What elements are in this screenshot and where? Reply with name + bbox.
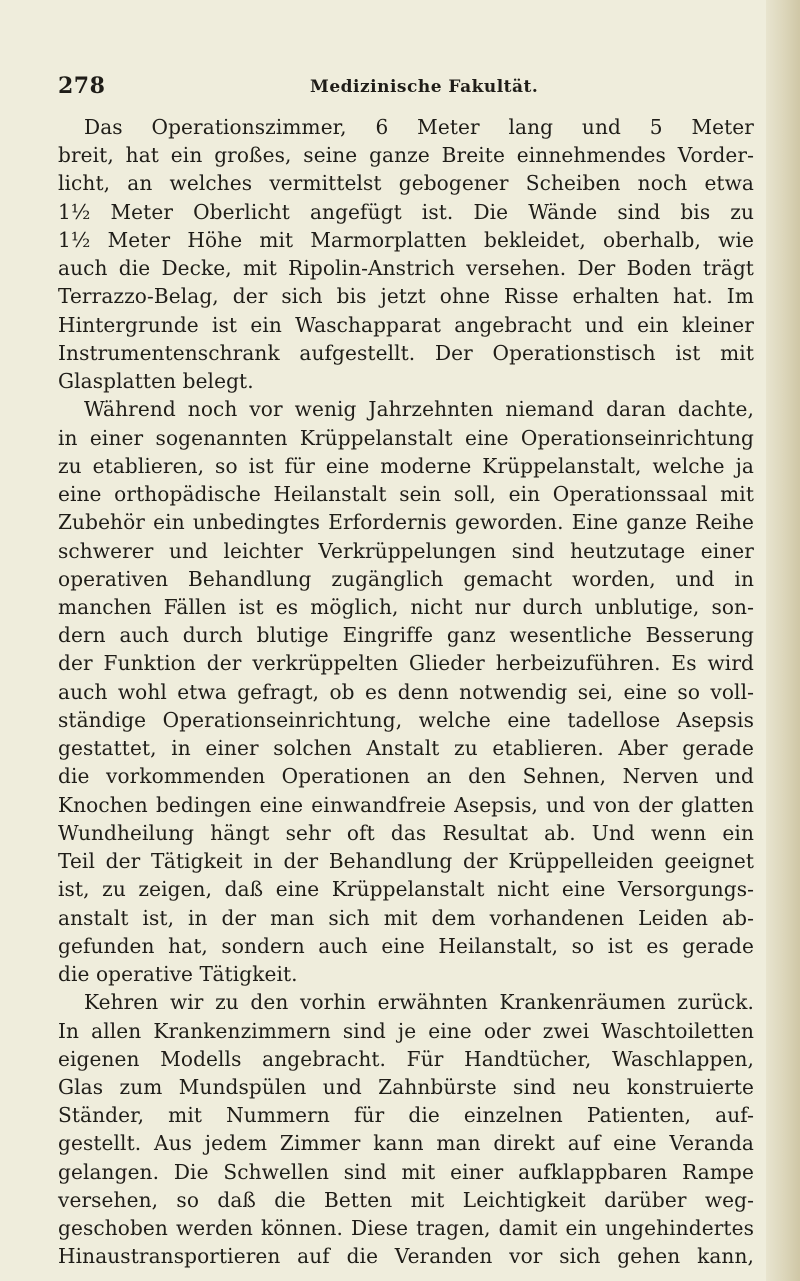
running-head: Medizinische Fakultät. xyxy=(310,77,539,97)
text-line: Während noch vor wenig Jahrzehnten niemand daran dachte, xyxy=(84,397,754,422)
text-line: In allen Krankenzimmern sind je eine oder zwei Waschtoiletten xyxy=(58,1018,754,1043)
text-line: auch wohl etwa gefragt, ob es denn notwendig sei, eine so voll- xyxy=(58,679,754,704)
text-line: geschoben werden können. Diese tragen, damit ein ungehindertes xyxy=(58,1216,754,1241)
text-line: schwerer und leichter Verkrüppelungen sind heutzutage einer xyxy=(58,538,754,563)
text-line: Kehren wir zu den vorhin erwähnten Krankenräumen zurück. xyxy=(84,990,754,1015)
text-line: gefunden hat, sondern auch eine Heilanstalt, so ist es gerade xyxy=(58,933,754,958)
text-line: zu etablieren, so ist für eine moderne Krüppelanstalt, welche ja xyxy=(58,453,754,478)
text-line: Instrumentenschrank aufgestellt. Der Operationstisch ist mit xyxy=(58,340,754,365)
body-text xyxy=(58,113,754,1271)
text-line: Glas zum Mundspülen und Zahnbürste sind neu konstruierte xyxy=(58,1074,754,1099)
text-line: gelangen. Die Schwellen sind mit einer aufklappbaren Rampe xyxy=(58,1159,754,1184)
text-line: operativen Behandlung zugänglich gemacht worden, und in xyxy=(58,566,754,591)
text-line: in einer sogenannten Krüppelanstalt eine Operationseinrichtung xyxy=(58,425,754,450)
text-line: Hintergrunde ist ein Waschapparat angebracht und ein kleiner xyxy=(58,312,754,337)
text-line: gestattet, in einer solchen Anstalt zu etablieren. Aber gerade xyxy=(58,736,754,761)
text-line: manchen Fällen ist es möglich, nicht nur durch unblutige, son- xyxy=(58,594,754,619)
text-line: Zubehör ein unbedingtes Erfordernis geworden. Eine ganze Reihe xyxy=(58,510,754,535)
text-line: Hinaustransportieren auf die Veranden vor sich gehen kann, xyxy=(58,1244,754,1269)
text-line: Knochen bedingen eine einwandfreie Asepsis, und von der glatten xyxy=(58,792,754,817)
text-line: eigenen Modells angebracht. Für Handtücher, Waschlappen, xyxy=(58,1046,754,1071)
text-line: 1½ Meter Oberlicht angefügt ist. Die Wände sind bis zu xyxy=(58,199,754,224)
text-line: versehen, so daß die Betten mit Leichtigkeit darüber weg- xyxy=(58,1187,754,1212)
text-line: die operative Tätigkeit. xyxy=(58,962,298,987)
text-line: anstalt ist, in der man sich mit dem vorhandenen Leiden ab- xyxy=(58,905,754,930)
text-line: Wundheilung hängt sehr oft das Resultat ab. Und wenn ein xyxy=(58,820,754,845)
page-number: 278 xyxy=(58,73,106,99)
text-line: Ständer, mit Nummern für die einzelnen Patienten, auf- xyxy=(58,1103,754,1128)
text-line: Das Operationszimmer, 6 Meter lang und 5 Meter xyxy=(84,115,754,139)
text-line: 1½ Meter Höhe mit Marmorplatten bekleidet, oberhalb, wie xyxy=(58,227,754,252)
text-line: Teil der Tätigkeit in der Behandlung der Krüppelleiden geeignet xyxy=(58,849,754,874)
text-line: gestellt. Aus jedem Zimmer kann man direkt auf eine Veranda xyxy=(58,1131,754,1156)
text-line: die vorkommenden Operationen an den Sehnen, Nerven und xyxy=(58,764,754,789)
text-line: der Funktion der verkrüppelten Glieder herbeizuführen. Es wird xyxy=(58,651,754,676)
text-line: Glasplatten belegt. xyxy=(58,369,254,394)
text-line: ist, zu zeigen, daß eine Krüppelanstalt nicht eine Versorgungs- xyxy=(58,877,754,902)
text-line: dern auch durch blutige Eingriffe ganz wesentliche Besserung xyxy=(58,623,754,648)
text-line: auch die Decke, mit Ripolin-Anstrich versehen. Der Boden trägt xyxy=(58,256,754,281)
text-line: licht, an welches vermittelst gebogener Scheiben noch etwa xyxy=(58,171,754,196)
text-line: Terrazzo-Belag, der sich bis jetzt ohne Risse erhalten hat. Im xyxy=(58,284,754,309)
text-line: eine orthopädische Heilanstalt sein soll, ein Operationssaal mit xyxy=(58,482,754,507)
text-line: ständige Operationseinrichtung, welche eine tadellose Asepsis xyxy=(58,707,754,732)
page-header xyxy=(58,73,748,103)
page-edge-shadow xyxy=(766,0,800,1281)
text-line: breit, hat ein großes, seine ganze Breite einnehmendes Vorder- xyxy=(58,143,754,168)
